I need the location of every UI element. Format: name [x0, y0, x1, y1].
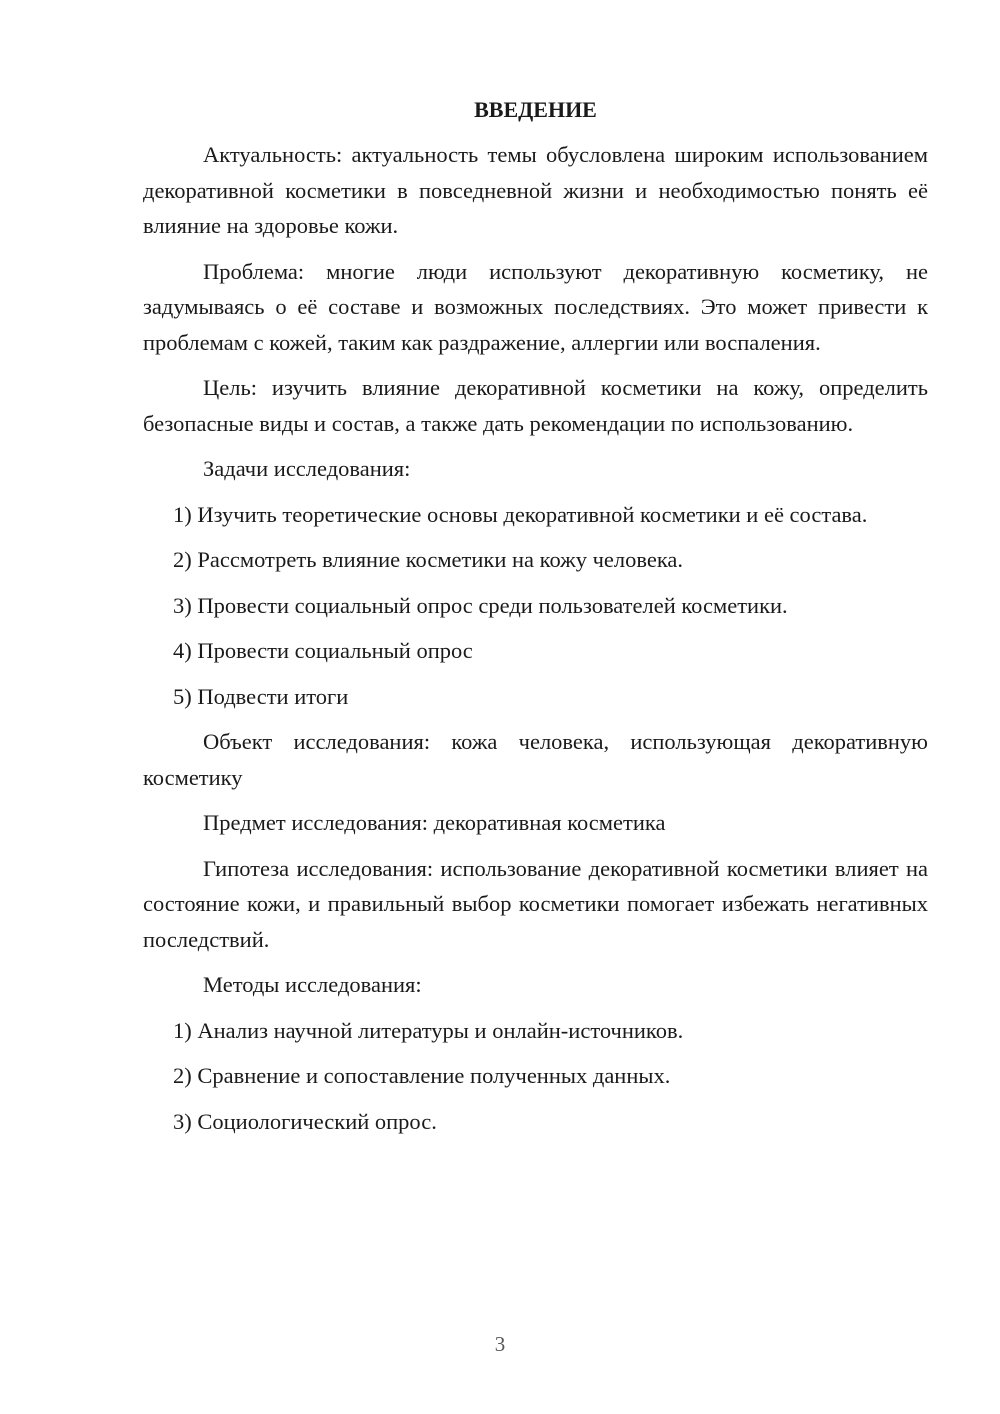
document-page: [143, 92, 928, 1149]
paragraph-subject: Предмет исследования: декоративная косметика: [203, 810, 666, 835]
tasks-heading: Задачи исследования:: [203, 456, 411, 481]
paragraph-hypothesis: Гипотеза исследования: использование декоративной косметики влияет на состояние кожи, и правильный выбор косметики помогает избежать негативных последствий.: [143, 855, 928, 952]
paragraph-object: Объект исследования: кожа человека, использующая декоративную косметику: [143, 729, 928, 790]
paragraph-problem: Проблема: многие люди используют декоративную косметику, не задумываясь о её составе и возможных последствиях. Это может привести к проблемам с кожей, таким как раздражение, аллергии или воспаления.: [143, 258, 928, 355]
method-item: 3) Социологический опрос.: [173, 1108, 437, 1134]
paragraph-goal: Цель: изучить влияние декоративной косметики на кожу, определить безопасные виды и состав, а также дать рекомендации по использованию.: [143, 375, 928, 436]
paragraph-relevance: Актуальность: актуальность темы обусловлена широким использованием декоративной косметики в повседневной жизни и необходимостью понять её влияние на здоровье кожи.: [143, 142, 928, 238]
methods-heading: Методы исследования:: [203, 972, 422, 997]
method-item: 1) Анализ научной литературы и онлайн-источников.: [173, 1017, 684, 1043]
section-title: ВВЕДЕНИЕ: [474, 97, 597, 122]
task-item: 5) Подвести итоги: [173, 683, 349, 709]
task-item: 3) Провести социальный опрос среди пользователей косметики.: [173, 592, 788, 618]
task-item: 1) Изучить теоретические основы декоративной косметики и её состава.: [173, 501, 868, 527]
task-item: 4) Провести социальный опрос: [173, 638, 473, 663]
page-number: 3: [494, 1332, 506, 1356]
method-item: 2) Сравнение и сопоставление полученных данных.: [173, 1063, 671, 1088]
task-item: 2) Рассмотреть влияние косметики на кожу человека.: [173, 547, 684, 572]
